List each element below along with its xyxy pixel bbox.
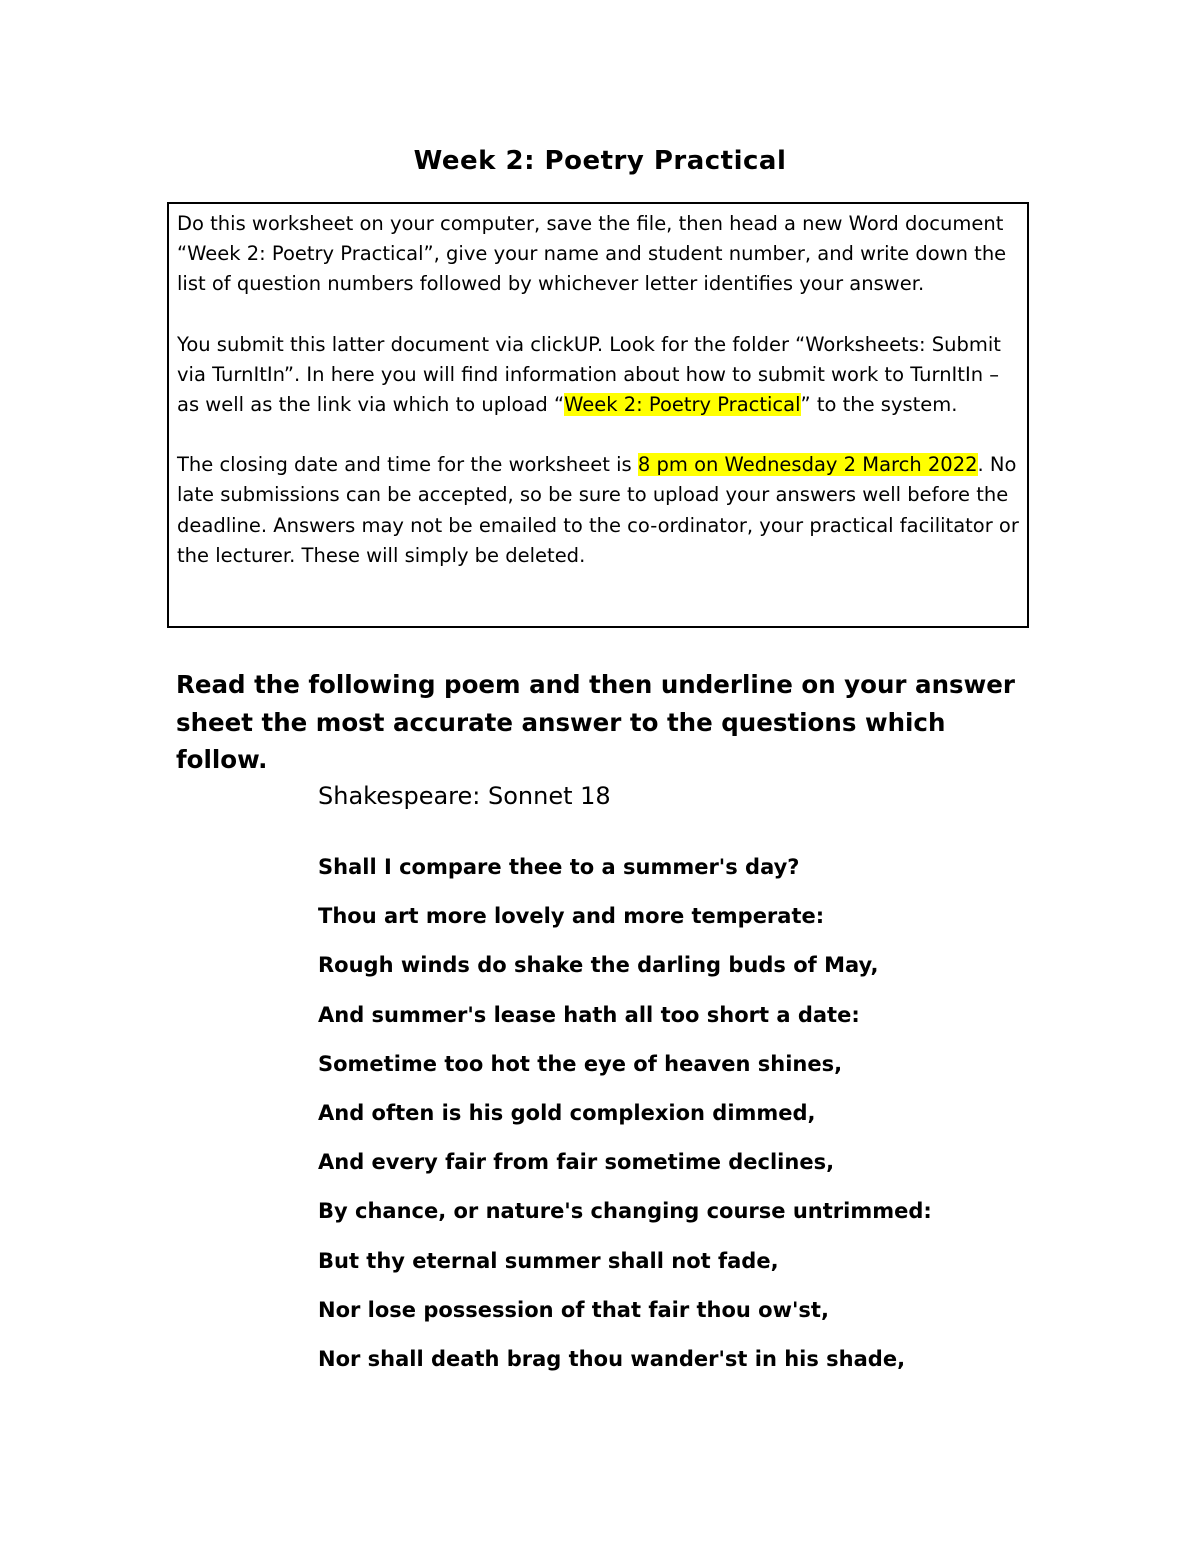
highlighted-worksheet-name: Week 2: Poetry Practical [564,393,801,417]
instructions-p2-text: You submit this latter document via clickUP. Look for the folder “Worksheets: Submit via TurnItIn”. In here you will find information about how to submit work to TurnItIn – as well as the link via which to upload “ [177,332,1001,417]
instructions-paragraph-1: Do this worksheet on your computer, save the file, then head a new Word document “Week 2: Poetry Practical”, give your name and student number, and write down the list of question numbers followed by whichever letter identifies your answer. [177,212,1007,296]
instructions-p3-tail: . No late submissions can be accepted, so be sure to upload your answers well before the deadline. Answers may not be emailed to the co-ordinator, your practical facilitator or the lecturer. These will simply be deleted. [177,453,1019,567]
worksheet-title: Week 2: Poetry Practical [413,146,787,176]
poem-line: And every fair from fair sometime declines, [318,1150,835,1175]
instructions-p3-text: The closing date and time for the worksheet is [177,453,638,477]
poem-lines [318,850,932,1391]
poem-title: Shakespeare: Sonnet 18 [318,782,611,810]
poem-line: Rough winds do shake the darling buds of May, [318,953,879,978]
poem-line: Sometime too hot the eye of heaven shines, [318,1051,843,1076]
instructions-paragraph-2 [177,330,1019,421]
poem-line: Thou art more lovely and more temperate: [318,904,825,929]
poem-line: Nor lose possession of that fair thou ow'st, [318,1297,829,1322]
instructions-p2-tail: ” to the system. [800,393,958,417]
poem-line: Nor shall death brag thou wander'st in his shade, [318,1346,906,1371]
instructions-paragraph-3 [177,450,1019,571]
poem-line: And often is his gold complexion dimmed, [318,1100,816,1125]
reading-prompt: Read the following poem and then underline on your answer sheet the most accurate answer to the questions which follow. [176,670,1015,774]
poem-line: And summer's lease hath all too short a date: [318,1002,860,1027]
highlighted-deadline: 8 pm on Wednesday 2 March 2022 [637,453,978,477]
instructions-box [167,202,1029,628]
poem-line: But thy eternal summer shall not fade, [318,1248,779,1273]
poem-line: Shall I compare thee to a summer's day? [318,855,800,879]
poem-line: By chance, or nature's changing course untrimmed: [318,1199,932,1224]
